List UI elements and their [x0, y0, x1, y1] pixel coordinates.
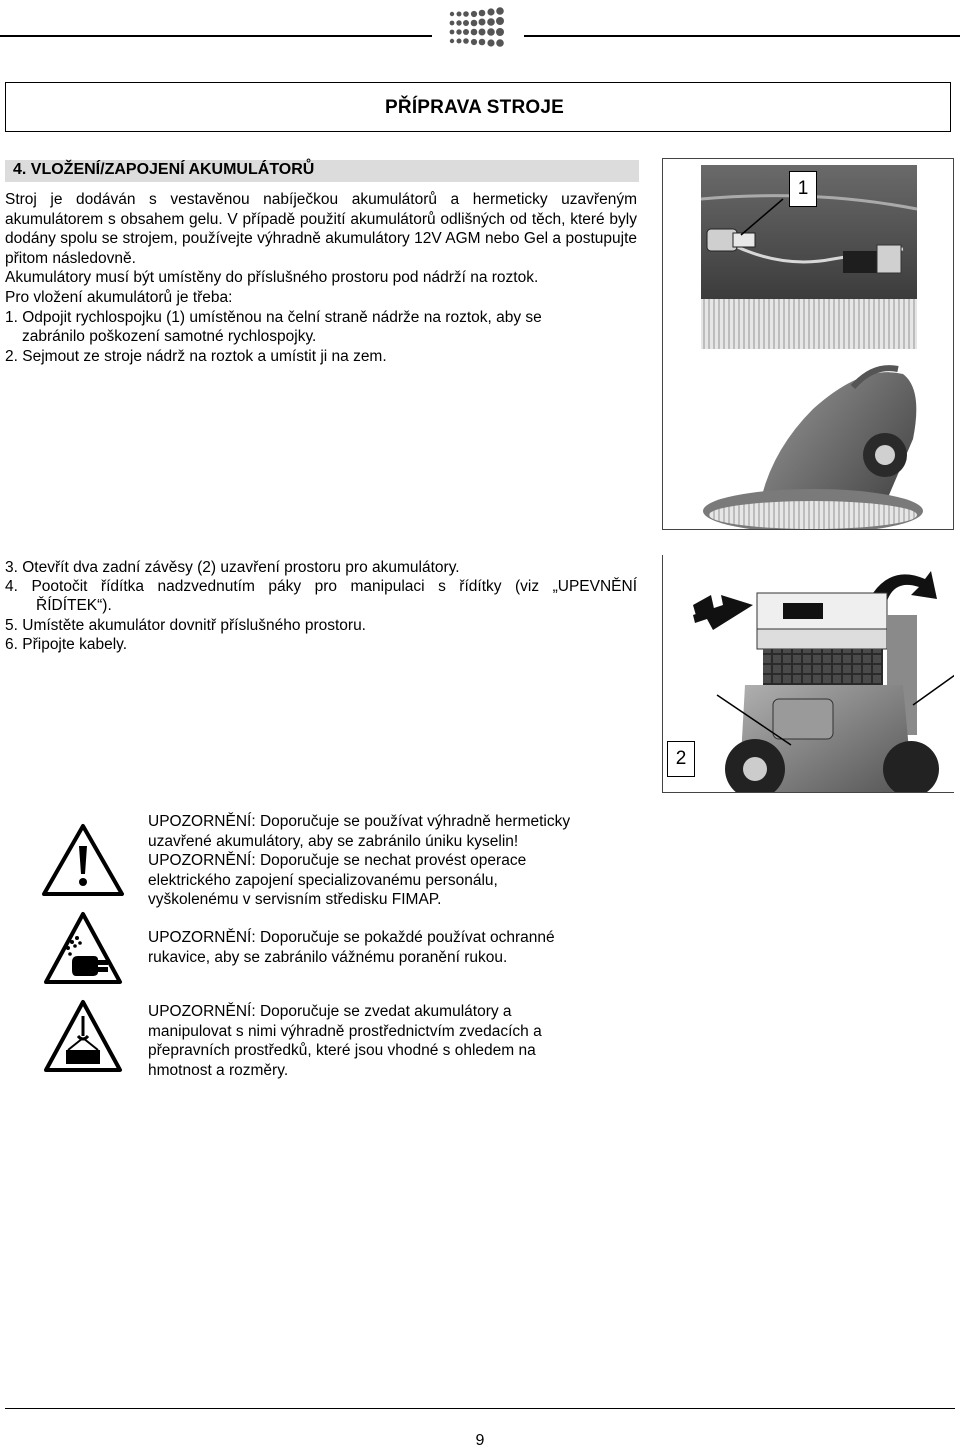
step-text: Pootočit řídítka nadzvednutím páky pro manipulaci s řídítky (viz „UPEVNĚNÍ: [31, 578, 637, 595]
step-text: Umístěte akumulátor dovnitř příslušného prostoru.: [22, 617, 366, 634]
step-number: 3.: [5, 559, 18, 576]
warning-3-text: [148, 1002, 618, 1080]
quick-coupling-machine-illustration: [663, 159, 954, 530]
step-text: Sejmout ze stroje nádrž na roztok a umístit ji na zem.: [22, 348, 387, 365]
warning-line: UPOZORNĚNÍ: Doporučuje se zvedat akumulátory a: [148, 1003, 512, 1020]
fimap-logo-icon: [446, 4, 508, 52]
warning-line: elektrického zapojení specializovanému personálu,: [148, 871, 498, 889]
header-rule-right: [524, 35, 960, 37]
step-1-continued: zabránilo poškození samotné rychlospojky.: [22, 328, 317, 345]
step-4: [5, 577, 637, 597]
step-text: Připojte kabely.: [22, 636, 128, 653]
lifting-hook-icon: [42, 998, 124, 1074]
step-number: 1.: [5, 309, 18, 326]
step-2: [5, 347, 645, 367]
figure-1-photo: [662, 158, 954, 530]
step-4-continued: ŘÍDÍTEK“).: [36, 597, 112, 614]
step-text: Otevřít dva zadní závěsy (2) uzavření prostoru pro akumulátory.: [22, 559, 460, 576]
step-number: 6.: [5, 636, 18, 653]
section-heading-bar: [5, 160, 639, 182]
battery-compartment-illustration: [663, 555, 954, 793]
warning-line: UPOZORNĚNÍ: Doporučuje se nechat provést operace: [148, 852, 527, 869]
page-title: PŘÍPRAVA STROJE: [385, 97, 564, 118]
page-title-box: [5, 82, 951, 132]
warning-line: rukavice, aby se zabránilo vážnému poranění rukou.: [148, 948, 508, 966]
step-number: 4.: [5, 578, 18, 595]
warning-line: hmotnost a rozměry.: [148, 1061, 289, 1079]
intro-paragraph: Stroj je dodáván s vestavěnou nabíječkou akumulátorů a hermeticky uzavřeným akumulátorem s obsahem gelu. V případě použití akumulátorů odlišných od těch, které byly dodány spolu se strojem, používejte výhradně akumulátory 12V AGM nebo Gel a postupujte přitom následovně.: [5, 191, 637, 267]
page-number: 9: [475, 1432, 485, 1449]
step-number: 2.: [5, 348, 18, 365]
step-3: [5, 558, 645, 578]
section-heading: 4. VLOŽENÍ/ZAPOJENÍ AKUMULÁTORŮ: [13, 161, 315, 178]
footer-rule: [5, 1408, 955, 1409]
step-text: Odpojit rychlospojku (1) umístěnou na čelní straně nádrže na roztok, aby se: [22, 309, 542, 326]
steps-intro-text: Pro vložení akumulátorů je třeba:: [5, 289, 233, 306]
figure-2-photo: [662, 555, 954, 793]
step-5: [5, 616, 645, 636]
figure-1-label: 1: [789, 171, 817, 207]
warning-line: uzavřené akumulátory, aby se zabránilo úniku kyselin!: [148, 832, 519, 850]
step-6: [5, 635, 645, 655]
warning-1-text: [148, 812, 618, 910]
step-number: 5.: [5, 617, 18, 634]
step-1: [5, 308, 645, 328]
exclamation-warning-icon: [40, 822, 126, 898]
warning-2-text: [148, 928, 618, 967]
warning-line: přepravních prostředků, které jsou vhodné s ohledem na: [148, 1042, 536, 1059]
warning-line: vyškolenému v servisním středisku FIMAP.: [148, 891, 442, 908]
glove-acid-icon: [42, 910, 124, 986]
placement-text: Akumulátory musí být umístěny do příslušného prostoru pod nádrží na roztok.: [5, 269, 539, 286]
warning-line: UPOZORNĚNÍ: Doporučuje se pokaždé používat ochranné: [148, 929, 555, 946]
figure-2-label: 2: [667, 741, 695, 777]
header-rule-left: [0, 35, 432, 37]
warning-line: UPOZORNĚNÍ: Doporučuje se používat výhradně hermeticky: [148, 813, 571, 830]
warning-line: manipulovat s nimi výhradně prostřednictvím zvedacích a: [148, 1022, 542, 1040]
